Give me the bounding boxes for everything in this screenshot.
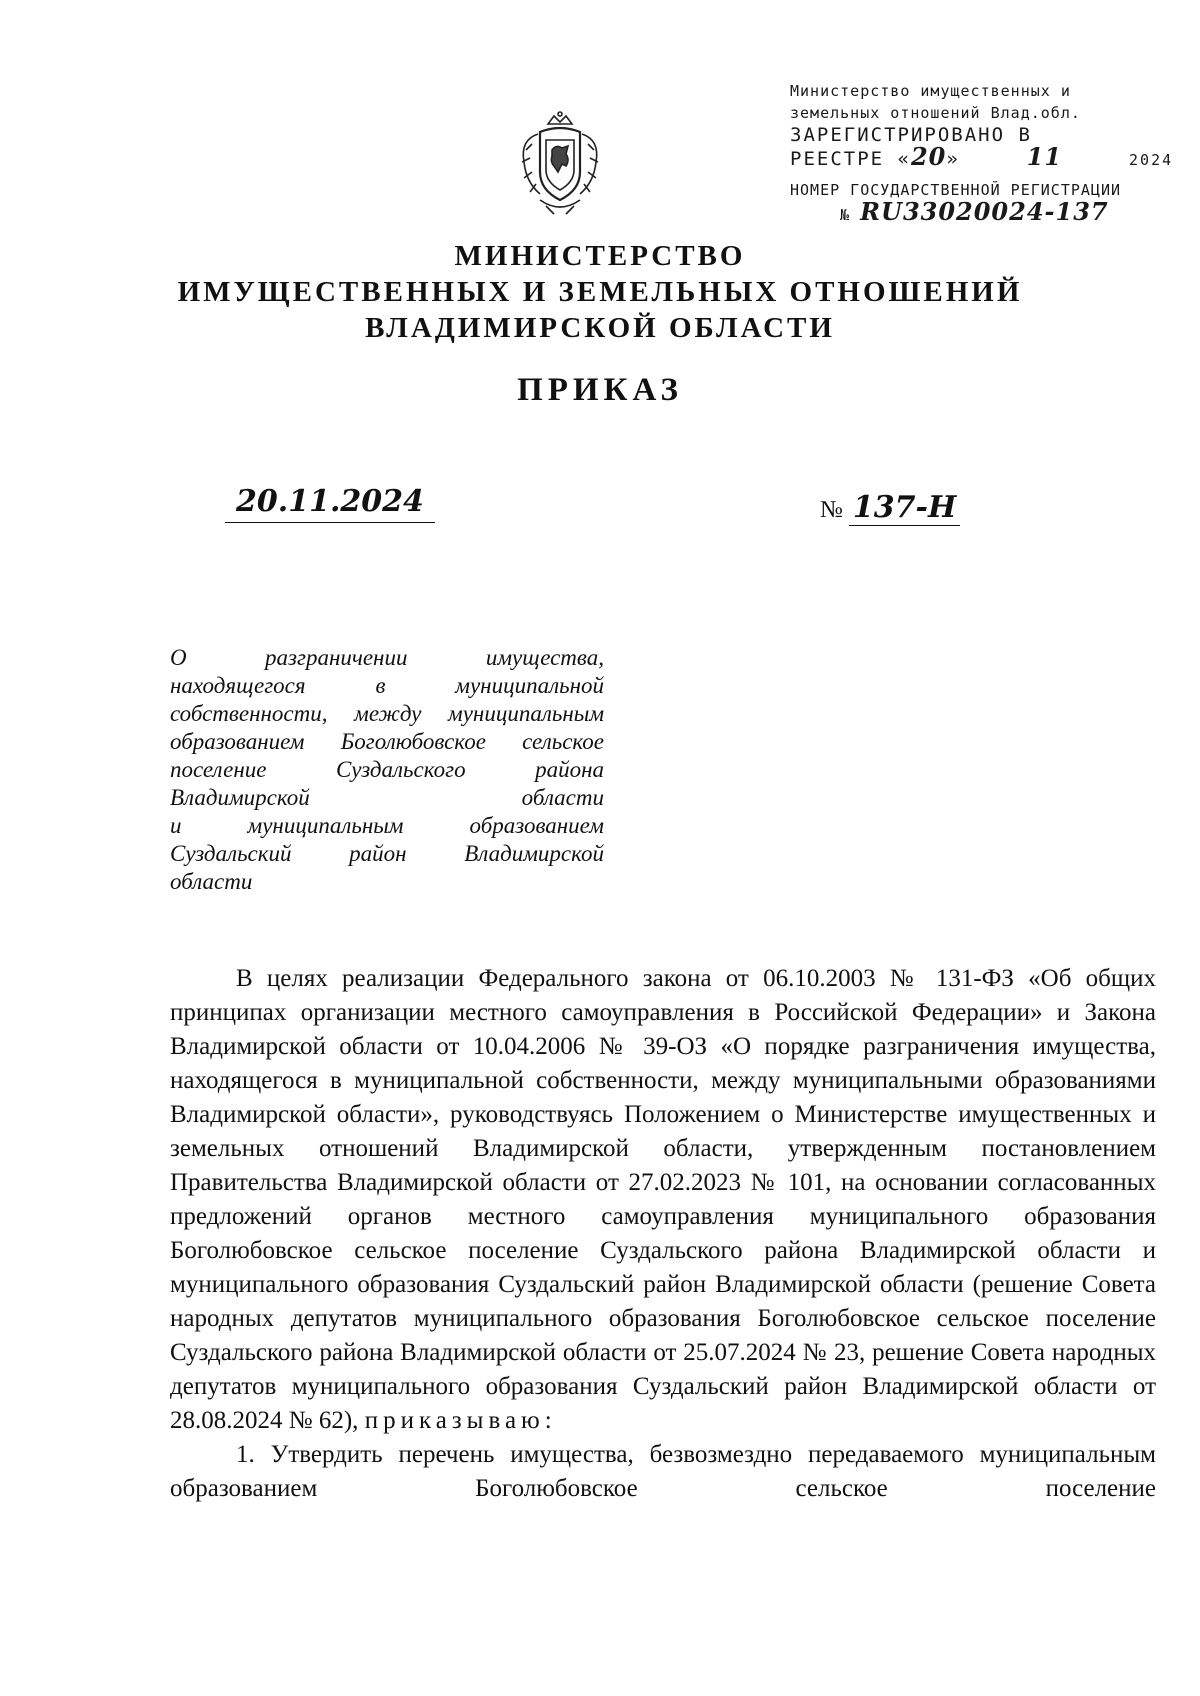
subject-line: Владимирской области [170, 785, 604, 810]
subject-line: поселение Суздальского района [170, 757, 604, 782]
stamp-registry-month: 11 [1026, 142, 1063, 171]
body-paragraph-item-1: 1. Утвердить перечень имущества, безвозмездно передаваемого муниципальным образованием Боголюбовское сельское поселение [170, 1441, 1156, 1502]
stamp-registry-sep: » [946, 148, 960, 170]
subject-line: собственности, между муниципальным [170, 701, 604, 726]
stamp-line-department: земельных отношений Влад.обл. [790, 104, 1081, 122]
order-number-prefix: № [820, 497, 843, 523]
order-date: 20.11.2024 [225, 482, 435, 523]
stamp-registry-day: 20 [910, 142, 947, 171]
order-number-value: 137-Н [849, 490, 960, 526]
registration-stamp [790, 80, 1174, 226]
stamp-line-regnumber-label: НОМЕР ГОСУДАРСТВЕННОЙ РЕГИСТРАЦИИ [790, 181, 1122, 199]
coat-of-arms-icon [510, 110, 610, 220]
stamp-registry-year: 2024 [1129, 151, 1174, 169]
order-subject [170, 644, 604, 896]
preamble-text: В целях реализации Федерального закона от 06.10.2003 № 131-ФЗ «Об общих принципах организации местного самоуправления в Российской Федерации» и Закона Владимирской области от 10.04.2006 № 39-ОЗ «О порядке разграничения имущества, находящегося в муниципальной собственности, между муниципальными образованиями Владимирской области», руководствуясь Положением о Министерстве имущественных и земельных отношений Владимирской области, утвержденным постановлением Правительства Владимирской области от 27.02.2023 № 101, на основании согласованных предложений органов местного самоуправления муниципального образования Боголюбовское сельское поселение Суздальского района Владимирской области и муниципального образования Суздальский район Владимирской области (решение Совета народных депутатов муниципального образования Боголюбовское сельское поселение Суздальского района Владимирской области от 25.07.2024 № 23, решение Совета народных депутатов муниципального образования Суздальский район Владимирской области от 28.08.2024 № 62), [170, 965, 1156, 1434]
stamp-line-registry-date [790, 142, 1174, 171]
body-paragraph-preamble [170, 962, 1156, 1438]
ministry-header [0, 238, 1200, 346]
stamp-line-regnumber [790, 197, 1150, 226]
ministry-line-1: МИНИСТЕРСТВО [454, 240, 746, 272]
stamp-regnumber-prefix: № [840, 206, 851, 224]
stamp-line-registered: ЗАРЕГИСТРИРОВАНО В [790, 124, 1032, 146]
stamp-registry-prefix: РЕЕСТРЕ « [790, 148, 911, 170]
subject-line: находящегося в муниципальной [170, 673, 604, 698]
order-body [170, 962, 1156, 1506]
subject-line: и муниципальным образованием [170, 813, 604, 838]
ministry-line-3: ВЛАДИМИРСКОЙ ОБЛАСТИ [365, 312, 835, 344]
document-title: ПРИКАЗ [517, 372, 683, 408]
order-number [820, 490, 960, 525]
subject-line: Суздальский район Владимирской [170, 841, 604, 866]
stamp-line-ministry: Министерство имущественных и [790, 82, 1071, 100]
subject-line: области [170, 869, 253, 894]
order-verb: приказываю: [364, 1407, 557, 1434]
subject-line: О разграничении имущества, [170, 645, 604, 670]
subject-line: образованием Боголюбовское сельское [170, 729, 604, 754]
stamp-regnumber-value: RU33020024-137 [860, 197, 1109, 226]
ministry-line-2: ИМУЩЕСТВЕННЫХ И ЗЕМЕЛЬНЫХ ОТНОШЕНИЙ [177, 276, 1023, 308]
